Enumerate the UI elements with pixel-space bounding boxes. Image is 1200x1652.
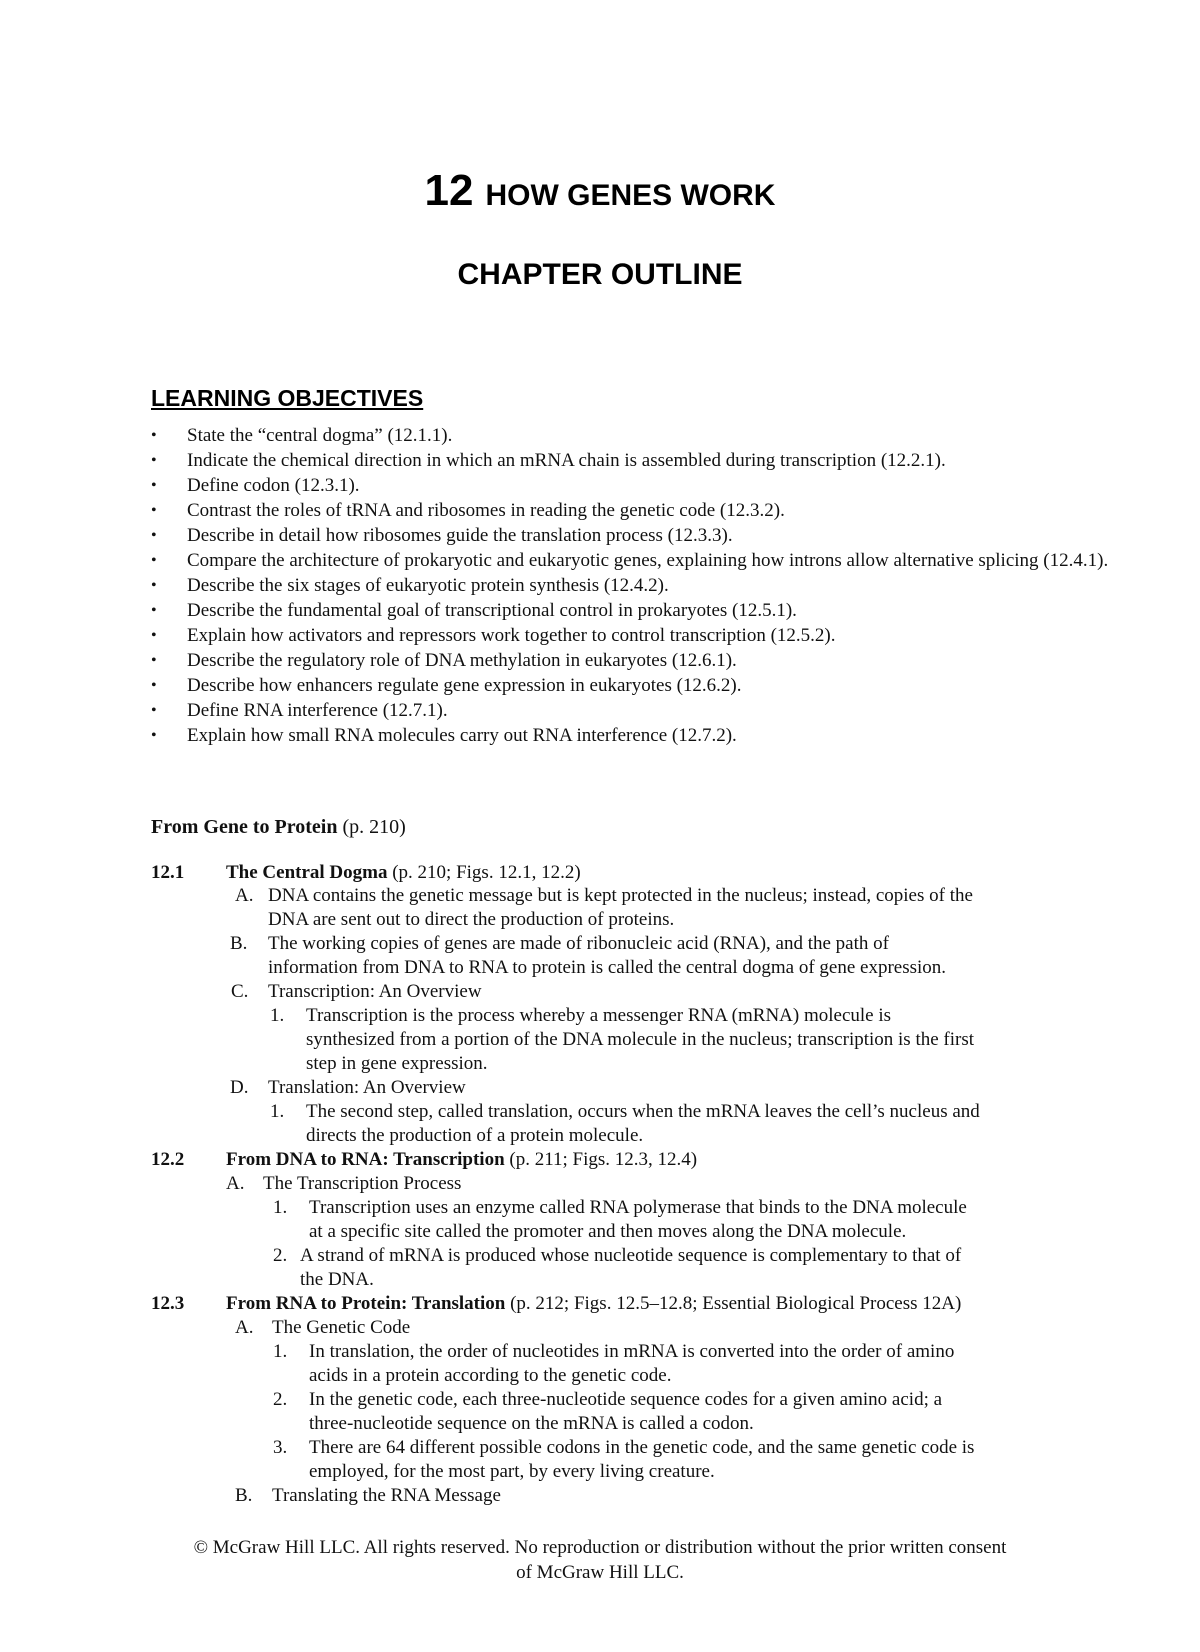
bullet-icon: • (151, 652, 157, 669)
part-heading (151, 816, 406, 839)
objective-text: Indicate the chemical direction in which an mRNA chain is assembled during transcription (12.2.1). (187, 450, 946, 471)
bullet-icon: • (151, 602, 157, 619)
outline-marker: B. (235, 1485, 253, 1506)
copyright-footer (0, 1535, 1200, 1585)
objective-text: State the “central dogma” (12.1.1). (187, 425, 453, 446)
outline-text: directs the production of a protein molecule. (306, 1125, 644, 1146)
outline-text: acids in a protein according to the genetic code. (309, 1365, 672, 1386)
part-heading-title: From Gene to Protein (151, 816, 338, 838)
objective-text: Describe the regulatory role of DNA methylation in eukaryotes (12.6.1). (187, 650, 737, 671)
objective-text: Describe the six stages of eukaryotic protein synthesis (12.4.2). (187, 575, 669, 596)
chapter-subtitle: CHAPTER OUTLINE (457, 258, 743, 291)
outline-marker: 1. (273, 1197, 288, 1218)
outline-text: A strand of mRNA is produced whose nucleotide sequence is complementary to that of (300, 1245, 962, 1266)
outline-text: Transcription: An Overview (268, 981, 482, 1002)
outline-text: The second step, called translation, occurs when the mRNA leaves the cell’s nucleus and (306, 1101, 980, 1122)
objective-text: Describe the fundamental goal of transcriptional control in prokaryotes (12.5.1). (187, 600, 797, 621)
outline-marker: 2. (273, 1389, 288, 1410)
objective-item (151, 548, 1111, 573)
outline-text: Transcription is the process whereby a messenger RNA (mRNA) molecule is (306, 1005, 892, 1026)
outline-text: information from DNA to RNA to protein is called the central dogma of gene expression. (268, 957, 947, 978)
objective-text: Describe in detail how ribosomes guide the translation process (12.3.3). (187, 525, 733, 546)
objective-item (151, 423, 1111, 448)
chapter-title-text: HOW GENES WORK (485, 179, 776, 212)
outline-text: Translation: An Overview (268, 1077, 466, 1098)
objective-item (151, 648, 1111, 673)
part-heading-page: (p. 210) (337, 816, 406, 838)
footer-line: of McGraw Hill LLC. (516, 1562, 684, 1583)
outline-marker: A. (235, 885, 254, 906)
outline-text: The working copies of genes are made of ribonucleic acid (RNA), and the path of (268, 933, 889, 954)
objective-text: Explain how small RNA molecules carry out RNA interference (12.7.2). (187, 725, 737, 746)
outline-text: synthesized from a portion of the DNA molecule in the nucleus; transcription is the first (306, 1029, 975, 1050)
section-number: 12.1 (151, 862, 185, 883)
section-heading (226, 862, 581, 884)
chapter-title (0, 166, 1200, 216)
outline-text: In the genetic code, each three-nucleotide sequence codes for a given amino acid; a (309, 1389, 943, 1410)
objective-item (151, 623, 1111, 648)
bullet-icon: • (151, 727, 157, 744)
section-reference: (p. 210; Figs. 12.1, 12.2) (387, 862, 581, 883)
objective-text: Define RNA interference (12.7.1). (187, 700, 448, 721)
section-title: From RNA to Protein: Translation (226, 1293, 506, 1314)
bullet-icon: • (151, 552, 157, 569)
section-heading (226, 1149, 697, 1171)
learning-objectives-heading: LEARNING OBJECTIVES (151, 385, 424, 411)
outline-marker: 2. (273, 1245, 288, 1266)
outline-text: DNA contains the genetic message but is kept protected in the nucleus; instead, copies of the (268, 885, 973, 906)
section-number: 12.3 (151, 1293, 185, 1314)
bullet-icon: • (151, 527, 157, 544)
section-title: The Central Dogma (226, 862, 388, 883)
objective-item (151, 523, 1111, 548)
objective-text: Define codon (12.3.1). (187, 475, 360, 496)
bullet-icon: • (151, 677, 157, 694)
chapter-number: 12 (424, 166, 474, 215)
outline-marker: A. (235, 1317, 254, 1338)
outline-marker: 1. (270, 1101, 285, 1122)
section-reference: (p. 211; Figs. 12.3, 12.4) (504, 1149, 698, 1170)
footer-line: © McGraw Hill LLC. All rights reserved. No reproduction or distribution without the prior written consent (193, 1537, 1007, 1558)
outline-text: Translating the RNA Message (272, 1485, 501, 1506)
outline-text: The Genetic Code (272, 1317, 411, 1338)
bullet-icon: • (151, 627, 157, 644)
objective-text: Compare the architecture of prokaryotic and eukaryotic genes, explaining how introns allow alternative splicing (12.4.1). (187, 550, 1109, 571)
section-title: From DNA to RNA: Transcription (226, 1149, 505, 1170)
outline-text: the DNA. (300, 1269, 374, 1290)
outline-marker: C. (231, 981, 249, 1002)
learning-objectives-list (151, 423, 1111, 748)
bullet-icon: • (151, 702, 157, 719)
outline-text: step in gene expression. (306, 1053, 488, 1074)
objective-item (151, 673, 1111, 698)
objective-item (151, 448, 1111, 473)
objective-item (151, 598, 1111, 623)
outline-text: three-nucleotide sequence on the mRNA is called a codon. (309, 1413, 754, 1434)
outline-marker: D. (230, 1077, 249, 1098)
outline-text: The Transcription Process (263, 1173, 462, 1194)
bullet-icon: • (151, 502, 157, 519)
bullet-icon: • (151, 477, 157, 494)
outline-marker: 1. (273, 1341, 288, 1362)
objective-text: Explain how activators and repressors work together to control transcription (12.5.2). (187, 625, 836, 646)
objective-item (151, 498, 1111, 523)
section-reference: (p. 212; Figs. 12.5–12.8; Essential Biological Process 12A) (505, 1293, 962, 1314)
outline-text: employed, for the most part, by every living creature. (309, 1461, 715, 1482)
outline-text: Transcription uses an enzyme called RNA polymerase that binds to the DNA molecule (309, 1197, 967, 1218)
objective-text: Describe how enhancers regulate gene expression in eukaryotes (12.6.2). (187, 675, 742, 696)
outline-marker: 3. (273, 1437, 288, 1458)
bullet-icon: • (151, 452, 157, 469)
outline-text: at a specific site called the promoter and then moves along the DNA molecule. (309, 1221, 907, 1242)
objective-text: Contrast the roles of tRNA and ribosomes in reading the genetic code (12.3.2). (187, 500, 785, 521)
bullet-icon: • (151, 427, 157, 444)
outline-marker: B. (230, 933, 248, 954)
objective-item (151, 573, 1111, 598)
outline-marker: 1. (270, 1005, 285, 1026)
section-number: 12.2 (151, 1149, 185, 1170)
section-heading (226, 1293, 961, 1315)
bullet-icon: • (151, 577, 157, 594)
objective-item (151, 723, 1111, 748)
objective-item (151, 473, 1111, 498)
outline-text: In translation, the order of nucleotides in mRNA is converted into the order of amino (309, 1341, 955, 1362)
objective-item (151, 698, 1111, 723)
outline-text: There are 64 different possible codons in the genetic code, and the same genetic code is (309, 1437, 975, 1458)
outline-text: DNA are sent out to direct the production of proteins. (268, 909, 675, 930)
outline-marker: A. (226, 1173, 245, 1194)
